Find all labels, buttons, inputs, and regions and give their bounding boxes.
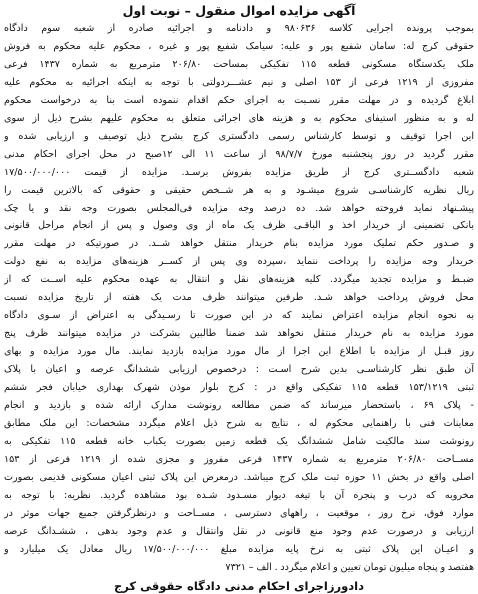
notice-line: رونوشت سند مالکیت شامل ششدانگ یک قطعه زمین بصورت یکباب خانه قطعه ۱۱۵ تفکیکی به [4,435,474,447]
notice-line: آن طبق نظر کارشناسـی بدین شرح اسـت : درخصوص ارزیابی ششدانگ عرصه و اعیان با پلاک [4,364,474,376]
notice-line: هفتصد و پنجاه میلیون تومان تعیین و اعلام میگردد . الف – ۷۳۲۱ [225,561,474,573]
notice-line: ثبتی ۱۵۳/۱۲۱۹ قطعه ۱۱۵ تفکیکی واقع در : کرج بلوار موذن شهرک بهداری خیابان فجر ششم [4,382,474,394]
notice-line: مقرر گردید در روز پنجشنبه مورخ ۹۸/۷/۷ از ساعت ۱۱ الی ۱۲صبح در محل اجرای احکام مدنی [4,148,474,160]
notice-line: مخروبه که درب و پنجره آن با تیغه دیوار مسـدود شـده بود مشاهده گردید. نظریه: با توجه به [4,489,474,501]
notice-title: آگهی مزایده اموال منقول – نوبت اول [122,3,356,18]
notice-line: بموجب پرونده اجرایی کلاسه ۹۸۰۶۳۶ و دادنامه و اجرائیه صادره از شعبه سوم دادگاه [4,23,474,34]
notice-line: این اجرا توقیف و توسط کارشناس رسمی دادگستری کرج بشرح ذیل توصیف و ارزیابی شده و [4,130,474,142]
notice-line: روز قبـل از مزایده با اطلاع این اجرا از مال مورد مزایده بازدید نمایند. مال مورد مزایده و بهای [4,346,474,358]
notice-line: به نحوه انجام مزایده اعتراض نمایند که در این صورت تا رسـیدگی به اعتراض از سـوی دادگاه [4,310,474,322]
notice-line: ضبـط و مزایده تجدید میگردد. کلیه هزینه‌های نقل و انتقال به عهده محکوم علیه اســت که از [4,274,474,286]
notice-line: مورد مزایده به نام خریدار منتقل نخواهد شد ضمنا طالبین بشرکت در مزایده میتوانند ظرف پنج [4,328,474,340]
notice-line: مســاحت ۲۰۶/۸۰ مترمربع به شماره ۱۴۳۷ فرعی مفروز و مجزی شده از ۱۲۱۹ فرعی از ۱۵۳ [4,453,474,465]
notice-line: معاینات فنی با راهنمایی محکوم له ، نتایج به شرح ذیل اعلام میگردد مشخصات: این ملک مطابق [4,417,474,429]
notice-line: له و به منظور استیفای محکوم به و هزینه های اجرائی متعلق به محکوم علیهم بشرح ذیل از سوی [4,112,474,124]
notice-line: و صـدور حکم تملیک مورد مزایده بنام خریدار منتقل خواهد شــد. در صورتیکه در مهلت مقرر [4,238,474,250]
issuer-signature: دادورزاجرای احکام مدنی دادگاه حقوقی کرج [113,578,364,593]
notice-line: پیشـنهاد نماید فروخته خواهد شد. ده درصد وجه مزایده فی‌المجلس بصورت وجه نقد و یا چک [4,202,474,214]
notice-line: و اعیـان این پلاک ثبتی به نرخ پایه مزایده مبلغ ۱۷/۵۰۰/۰۰۰/۰۰۰ ریال معادل یک میلیارد و [4,543,474,555]
notice-body [4,20,474,577]
notice-line: اصلی واقع در بخش ۱۱ حوزه ثبت ملک کرج میباشد. درمعرض این پلاک ثبتی اعیان مسکونی قدیمی بصورت [4,471,474,483]
notice-line: شعبه دادگســتری کرج از طریق مزایده بفروش برسـد. مزایده از قیمت ۱۷/۵۰۰/۰۰۰/۰۰۰ [4,166,474,178]
notice-line: خریدار وجه مزایده را پرداخت ننماید ،سپرده وی پس از کســر هزینه‌های مزایده به نفع دولت [4,256,474,268]
notice-line: ملک یکدستگاه مسکونی قطعه ۱۱۵ تفکیکی بمساحت ۲۰۶/۸۰ مترمربع به شماره ۱۴۳۷ فرعی [4,58,474,70]
notice-line: ابلاغ گردیده و در مهلت مقرر نسـبت به اجرای حکم اقدام ننموده است بنا به درخواست محکوم [4,94,474,106]
notice-line: حقوقی کرج له: سامان شفیع پور و علیه: سیامک شفیع پور و غیره ، محکوم علیه محکوم به فروش [4,40,474,52]
notice-line: موارد فوق، نرخ روز ، موقعیت ، راههای دسترسی ، مســاحت و درنظرگرفتن جمیع جهات موثر در [4,507,474,519]
notice-line: بانکی تضمینی از خریدار اخذ و الباقـی ظرف یک ماه از وی وصول و پس از انجام مراحل قانونی [4,220,474,232]
notice-line: مفروزی از ۱۲۱۹ فرعی از ۱۵۳ اصلی و نیم عشـــردولتی با توجه به اینکه اجرائیه به محکوم علیه [4,76,474,88]
notice-line: - پلاک ۶۹ ، باستحضار میرساند که ضمن مطالعه رونوشت مدارک ارائه شده و بازدید و انجام [4,400,474,412]
notice-line: ارزیابی و درصورت عدم وجود منع قانونی در نقل وانتقال و عدم وجود بدهی ، ششـدانگ عرصه [4,525,474,537]
notice-line: ریال نظریه کارشناسـی شروع میشـود و به هر شــخص حقیقی و حقوقی که بالاترین قیمت را [4,184,474,196]
notice-line: محل فروش پرداخت خواهد شـد. طرفین میتوانند ظرف مدت یک هفته از تاریخ مزایده نسبت [4,292,474,304]
